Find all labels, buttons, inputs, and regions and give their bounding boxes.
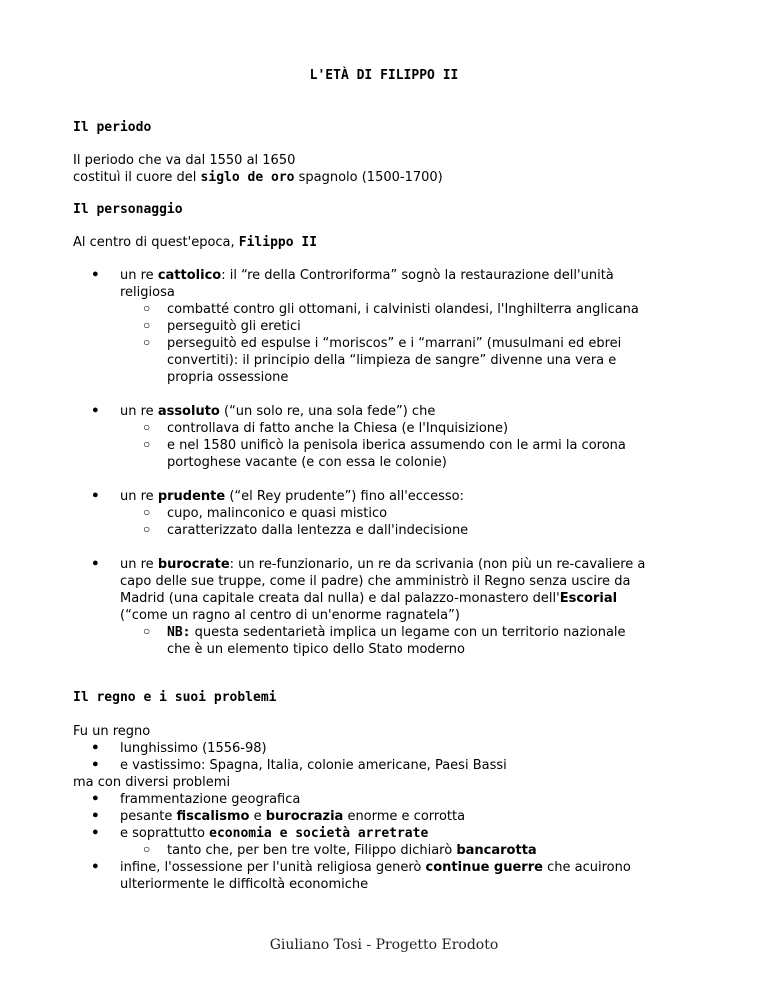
paragraph-line: Fu un regno xyxy=(73,724,151,739)
bullet-icon: ● xyxy=(92,404,99,416)
bullet-icon: ● xyxy=(92,489,99,501)
list-item-cont: Madrid (una capitale creata dal nulla) e dal palazzo-monastero dell'Escorial xyxy=(120,591,618,606)
section-heading-periodo: Il periodo xyxy=(73,120,152,135)
list-item: pesante fiscalismo e burocrazia enorme e corrotta xyxy=(120,809,466,824)
sub-list-item: NB: questa sedentarietà implica un legame con un territorio nazionale xyxy=(167,625,626,640)
sub-list-item: caratterizzato dalla lentezza e dall'indecisione xyxy=(167,523,469,538)
list-item: e soprattutto economia e società arretrate xyxy=(120,826,429,841)
bullet-icon: ● xyxy=(92,268,99,280)
sub-list-item-cont: che è un elemento tipico dello Stato moderno xyxy=(167,642,465,657)
bullet-icon: ● xyxy=(92,809,99,821)
bullet-icon: ● xyxy=(92,792,99,804)
sub-list-item: combatté contro gli ottomani, i calvinisti olandesi, l'Inghilterra anglicana xyxy=(167,302,639,317)
circle-bullet-icon: ○ xyxy=(143,420,151,434)
bullet-icon: ● xyxy=(92,860,99,872)
circle-bullet-icon: ○ xyxy=(143,437,151,451)
circle-bullet-icon: ○ xyxy=(143,335,151,349)
list-item: e vastissimo: Spagna, Italia, colonie americane, Paesi Bassi xyxy=(120,758,507,773)
sub-list-item-cont: portoghese vacante (e con essa le colonie) xyxy=(167,455,447,470)
circle-bullet-icon: ○ xyxy=(143,318,151,332)
bullet-icon: ● xyxy=(92,557,99,569)
circle-bullet-icon: ○ xyxy=(143,301,151,315)
bullet-icon: ● xyxy=(92,758,99,770)
list-item-cont: ulteriormente le difficoltà economiche xyxy=(120,877,369,892)
circle-bullet-icon: ○ xyxy=(143,522,151,536)
sub-list-item: perseguitò gli eretici xyxy=(167,319,301,334)
list-item-cont: (“come un ragno al centro di un'enorme ragnatela”) xyxy=(120,608,460,623)
sub-list-item: controllava di fatto anche la Chiesa (e l'Inquisizione) xyxy=(167,421,509,436)
circle-bullet-icon: ○ xyxy=(143,842,151,856)
list-item: un re burocrate: un re-funzionario, un re da scrivania (non più un re-cavaliere a xyxy=(120,557,646,572)
list-item: frammentazione geografica xyxy=(120,792,301,807)
section-heading-regno: Il regno e i suoi problemi xyxy=(73,690,277,705)
page-footer: Giuliano Tosi - Progetto Erodoto xyxy=(269,937,499,953)
paragraph-line: costituì il cuore del siglo de oro spagnolo (1500-1700) xyxy=(73,170,443,185)
paragraph-line: Il periodo che va dal 1550 al 1650 xyxy=(73,153,296,168)
sub-list-item: cupo, malinconico e quasi mistico xyxy=(167,506,388,521)
sub-list-item: tanto che, per ben tre volte, Filippo dichiarò bancarotta xyxy=(167,843,537,858)
page-title: L'ETÀ DI FILIPPO II xyxy=(309,68,459,83)
sub-list-item-cont: convertiti): il principio della “limpieza de sangre” divenne una vera e xyxy=(167,353,617,368)
list-item-cont: religiosa xyxy=(120,285,175,300)
list-item: un re prudente (“el Rey prudente”) fino all'eccesso: xyxy=(120,489,464,504)
circle-bullet-icon: ○ xyxy=(143,505,151,519)
paragraph-line: ma con diversi problemi xyxy=(73,775,231,790)
bullet-icon: ● xyxy=(92,741,99,753)
sub-list-item-cont: propria ossessione xyxy=(167,370,289,385)
list-item: lunghissimo (1556-98) xyxy=(120,741,267,756)
list-item-cont: capo delle sue truppe, come il padre) che amministrò il Regno senza uscire da xyxy=(120,574,631,589)
circle-bullet-icon: ○ xyxy=(143,624,151,638)
list-item: un re assoluto (“un solo re, una sola fede”) che xyxy=(120,404,436,419)
sub-list-item: e nel 1580 unificò la penisola iberica assumendo con le armi la corona xyxy=(167,438,626,453)
list-item: un re cattolico: il “re della Controriforma” sognò la restaurazione dell'unità xyxy=(120,268,614,283)
list-item: infine, l'ossessione per l'unità religiosa generò continue guerre che acuirono xyxy=(120,860,631,875)
bullet-icon: ● xyxy=(92,826,99,838)
sub-list-item: perseguitò ed espulse i “moriscos” e i “marrani” (musulmani ed ebrei xyxy=(167,336,622,351)
section-heading-personaggio: Il personaggio xyxy=(73,202,183,217)
paragraph-line: Al centro di quest'epoca, Filippo II xyxy=(73,235,318,250)
